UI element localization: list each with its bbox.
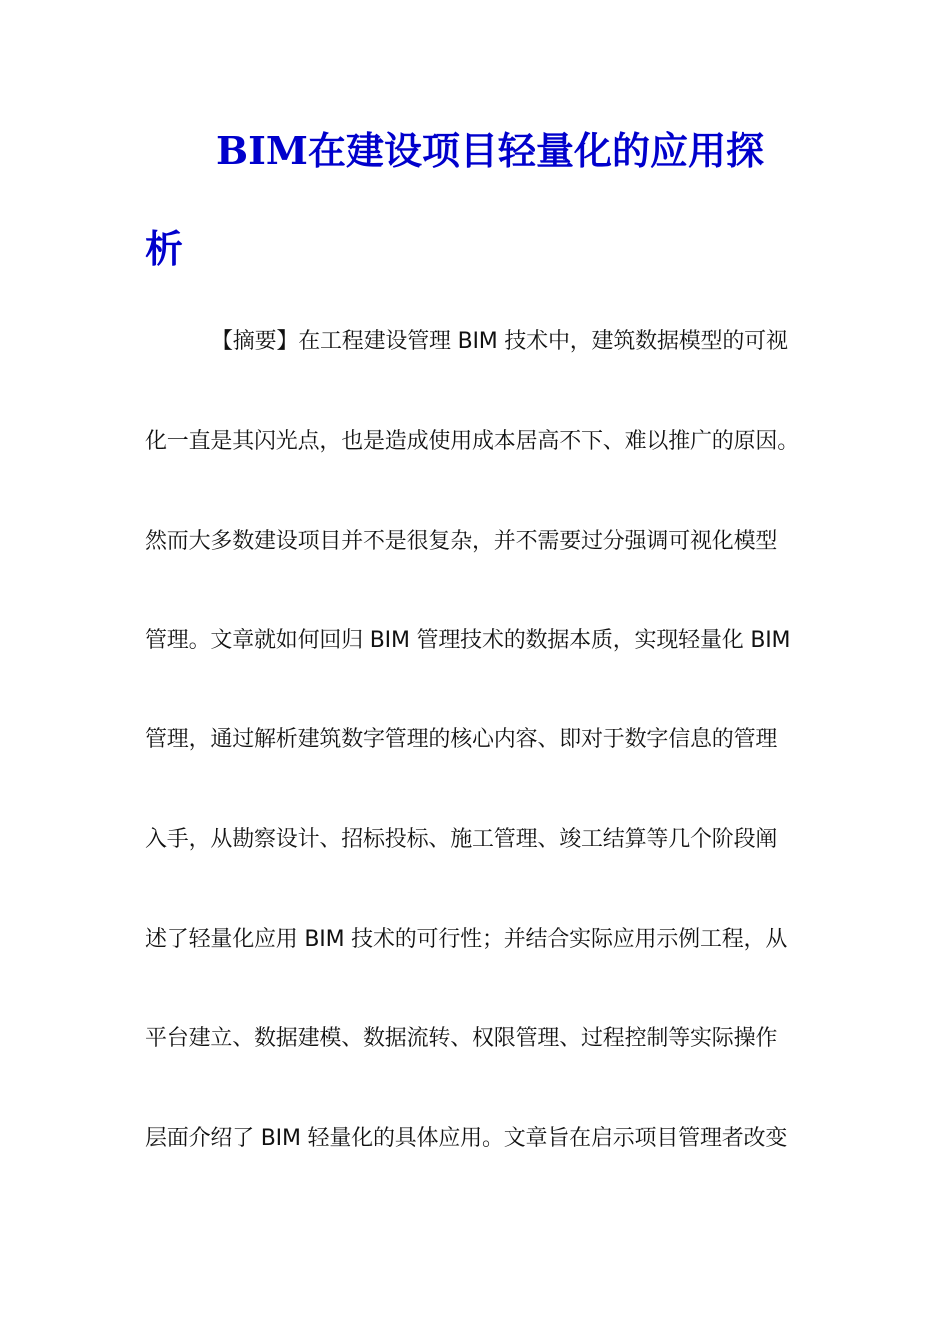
abstract-line-6: 入手，从勘察设计、招标投标、施工管理、竣工结算等几个阶段阐	[145, 827, 778, 852]
abstract-line-7: 述了轻量化应用 BIM 技术的可行性；并结合实际应用示例工程，从	[145, 927, 788, 952]
abstract-line-8: 平台建立、数据建模、数据流转、权限管理、过程控制等实际操作	[145, 1026, 778, 1051]
document-title-line-1: BIM在建设项目轻量化的应用探	[216, 128, 764, 173]
abstract-line-4: 管理。文章就如何回归 BIM 管理技术的数据本质，实现轻量化 BIM	[145, 628, 791, 653]
abstract-line-3: 然而大多数建设项目并不是很复杂，并不需要过分强调可视化模型	[145, 529, 778, 554]
abstract-line-5: 管理，通过解析建筑数字管理的核心内容、即对于数字信息的管理	[145, 727, 778, 752]
abstract-line-1: 【摘要】在工程建设管理 BIM 技术中，建筑数据模型的可视	[211, 329, 788, 354]
abstract-line-2: 化一直是其闪光点，也是造成使用成本居高不下、难以推广的原因。	[145, 429, 800, 454]
abstract-line-9: 层面介绍了 BIM 轻量化的具体应用。文章旨在启示项目管理者改变	[145, 1126, 788, 1151]
document-title-line-2: 析	[145, 226, 184, 271]
